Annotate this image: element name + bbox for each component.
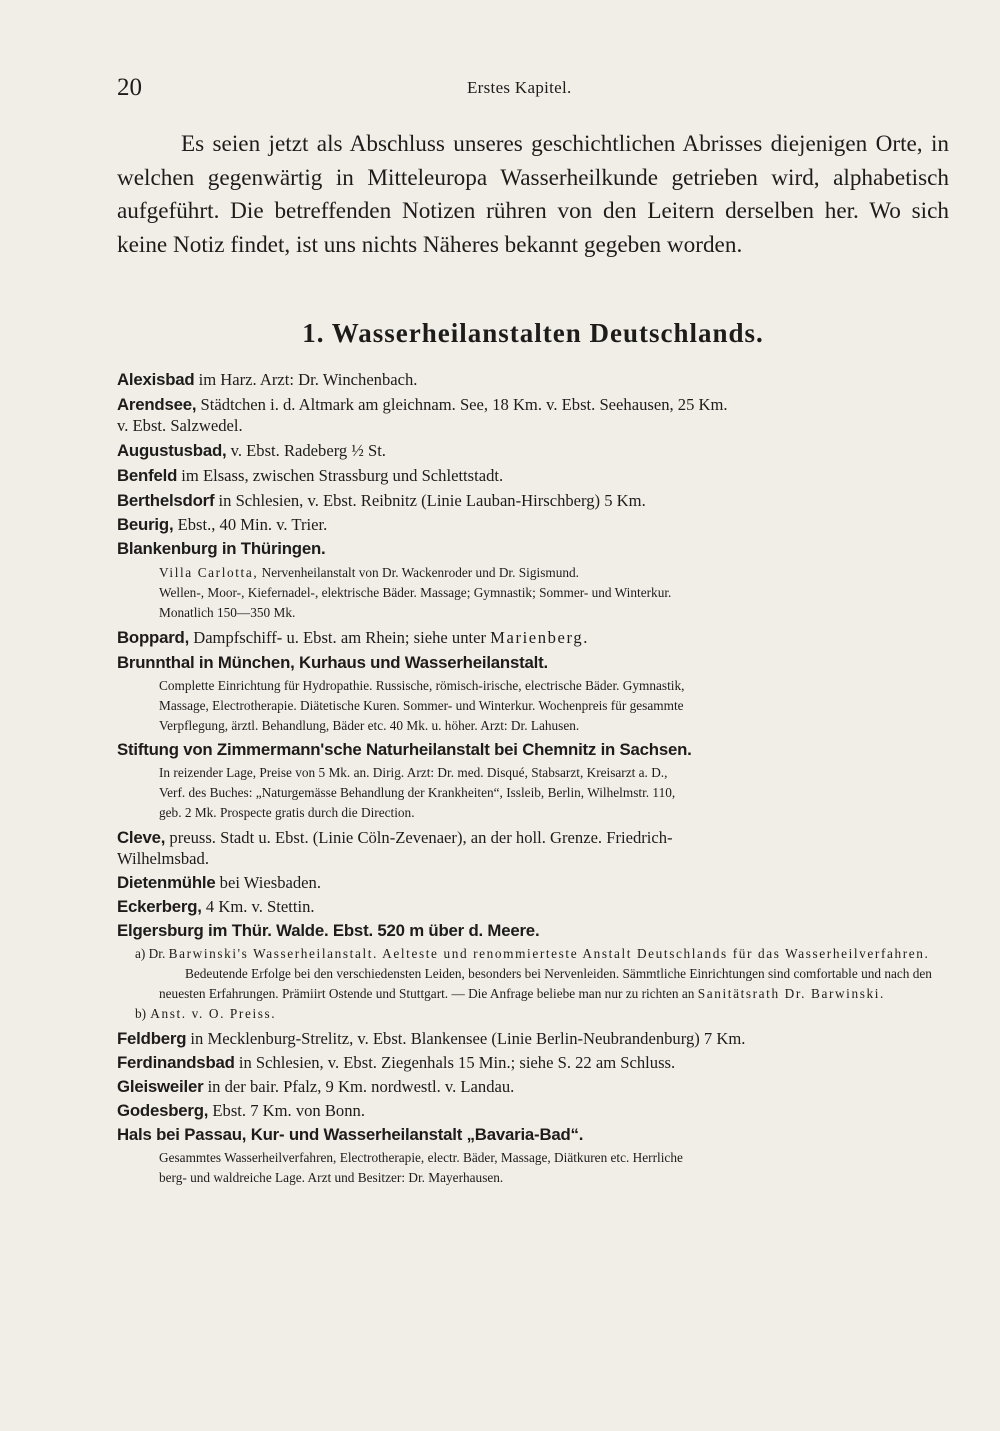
brunnthal-line: Complette Einrichtung für Hydropathie. Russische, römisch-irische, electrische Bäder. Gymnastik, [159, 678, 685, 693]
item-text: Bedeutende Erfolge bei den verschiedensten Leiden, besonders bei Nervenleiden. Sämmtliche Einrichtungen sind comfortable und nach den neuesten Erfahrungen. Prämiirt Ostende und Stuttgart. — Die Anfrage beliebe man nur zu richten an [159, 966, 932, 1001]
running-title: Erstes Kapitel. [467, 78, 572, 97]
entry-augustusbad [117, 440, 952, 461]
entry-elgersburg [117, 920, 952, 941]
entry-text: v. Ebst. Radeberg ½ St. [226, 441, 386, 460]
entry-text: bei Wiesbaden. [215, 873, 321, 892]
entry-arendsee-continued: v. Ebst. Salzwedel. [117, 416, 243, 435]
entry-ferdinandsbad [117, 1052, 952, 1073]
entry-name: Boppard, [117, 628, 190, 647]
entry-name: Gleisweiler [117, 1077, 204, 1096]
entry-text: 4 Km. v. Stettin. [201, 897, 315, 916]
item-label: a) [135, 946, 146, 961]
entry-boppard [117, 627, 952, 648]
entry-name: Alexisbad [117, 370, 195, 389]
entry-blankenburg [117, 538, 952, 559]
entry-text: in Schlesien, v. Ebst. Reibnitz (Linie Lauban-Hirschberg) 5 Km. [214, 491, 646, 510]
entry-benfeld [117, 465, 952, 486]
entry-brunnthal [117, 652, 952, 673]
entry-name: Hals bei Passau, Kur- und Wasserheilanstalt „Bavaria-Bad“. [117, 1125, 584, 1144]
blankenburg-villa [117, 563, 952, 583]
entry-name: Eckerberg, [117, 897, 202, 916]
entry-alexisbad [117, 369, 952, 390]
entry-cleve [117, 827, 952, 848]
institution-name: Barwinski's Wasserheilanstalt. Aelteste und renommierteste Anstalt Deutschlands für das Wasserheilverfahren. [168, 946, 930, 961]
entry-name: Arendsee, [117, 395, 197, 414]
entry-name: Benfeld [117, 466, 178, 485]
entry-name: Cleve, [117, 828, 166, 847]
entry-text: im Elsass, zwischen Strassburg und Schlettstadt. [177, 466, 504, 485]
entry-text: in Mecklenburg-Strelitz, v. Ebst. Blankensee (Linie Berlin-Neubrandenburg) 7 Km. [186, 1029, 746, 1048]
intro-paragraph [117, 128, 949, 262]
chemnitz-line: In reizender Lage, Preise von 5 Mk. an. Dirig. Arzt: Dr. med. Disqué, Stabsarzt, Kreisarzt a. D., [159, 765, 668, 780]
elgersburg-b [117, 1004, 952, 1024]
entry-name: Augustusbad, [117, 441, 227, 460]
entry-name: Ferdinandsbad [117, 1053, 235, 1072]
hals-line: berg- und waldreiche Lage. Arzt und Besitzer: Dr. Mayerhausen. [159, 1170, 504, 1185]
entry-list [117, 369, 952, 1188]
entry-berthelsdorf [117, 490, 952, 511]
entry-text: in der bair. Pfalz, 9 Km. nordwestl. v. Landau. [203, 1077, 515, 1096]
item-label: b) [135, 1006, 147, 1021]
entry-name: Godesberg, [117, 1101, 209, 1120]
entry-name: Beurig, [117, 515, 174, 534]
entry-text: Ebst., 40 Min. v. Trier. [173, 515, 328, 534]
entry-feldberg [117, 1028, 952, 1049]
entry-text: Städtchen i. d. Altmark am gleichnam. See, 18 Km. v. Ebst. Seehausen, 25 Km. [196, 395, 728, 414]
entry-gleisweiler [117, 1076, 952, 1097]
entry-name: Brunnthal in München, Kurhaus und Wasserheilanstalt. [117, 653, 548, 672]
brunnthal-line: Verpflegung, ärztl. Behandlung, Bäder etc. 40 Mk. u. höher. Arzt: Dr. Lahusen. [159, 718, 580, 733]
page-header [117, 74, 940, 104]
page-number: 20 [117, 74, 142, 101]
blankenburg-line: Monatlich 150—350 Mk. [159, 605, 296, 620]
entry-beurig [117, 514, 952, 535]
entry-arendsee [117, 394, 952, 415]
chemnitz-line: Verf. des Buches: „Naturgemässe Behandlung der Krankheiten“, Issleib, Berlin, Wilhelmstr. 110, [159, 785, 676, 800]
entry-eckerberg [117, 896, 952, 917]
entry-name: Elgersburg im Thür. Walde. Ebst. 520 m über d. Meere. [117, 921, 540, 940]
entry-text: preuss. Stadt u. Ebst. (Linie Cöln-Zevenaer), an der holl. Grenze. Friedrich- [165, 828, 673, 847]
chemnitz-line: geb. 2 Mk. Prospecte gratis durch die Direction. [159, 805, 415, 820]
entry-text: in Schlesien, v. Ebst. Ziegenhals 15 Min.; siehe S. 22 am Schluss. [234, 1053, 676, 1072]
item-end: . [880, 986, 884, 1001]
entry-name: Feldberg [117, 1029, 187, 1048]
blankenburg-line: Wellen-, Moor-, Kiefernadel-, elektrische Bäder. Massage; Gymnastik; Sommer- und Winterkur. [159, 585, 672, 600]
entry-text: Ebst. 7 Km. von Bonn. [208, 1101, 365, 1120]
entry-dietenmuehle [117, 872, 952, 893]
intro-text: Es seien jetzt als Abschluss unseres geschichtlichen Abrisses diejenigen Orte, in welchen gegenwärtig in Mitteleuropa Wasserheilkunde getrieben wird, alphabetisch aufgeführt. Die betreffenden Notizen rühren von den Leitern derselben her. Wo sich keine Notiz findet, ist uns nichts Näheres bekannt gegeben worden. [117, 131, 949, 258]
item-text: Anst. v. O. Preiss. [146, 1006, 277, 1021]
entry-name: Berthelsdorf [117, 491, 215, 510]
elgersburg-a [117, 944, 952, 964]
entry-hals [117, 1124, 952, 1145]
cross-reference: Marienberg [490, 628, 584, 647]
entry-name: Dietenmühle [117, 873, 216, 892]
entry-name: Stiftung von Zimmermann'sche Naturheilanstalt bei Chemnitz in Sachsen. [117, 740, 692, 759]
villa-text: Nervenheilanstalt von Dr. Wackenroder und Dr. Sigismund. [258, 565, 579, 580]
entry-cleve-continued: Wilhelmsbad. [117, 849, 209, 868]
entry-text: Dampfschiff- u. Ebst. am Rhein; siehe unter [189, 628, 491, 647]
section-title: 1. Wasserheilanstalten Deutschlands. [302, 318, 764, 348]
villa-name: Villa Carlotta, [159, 565, 259, 580]
contact-name: Sanitätsrath Dr. Barwinski [697, 986, 881, 1001]
item-prefix: Dr. [145, 946, 169, 961]
entry-godesberg [117, 1100, 952, 1121]
entry-text: im Harz. Arzt: Dr. Winchenbach. [194, 370, 418, 389]
brunnthal-line: Massage, Electrotherapie. Diätetische Kuren. Sommer- und Winterkur. Wochenpreis für gesammte [159, 698, 684, 713]
hals-line: Gesammtes Wasserheilverfahren, Electrotherapie, electr. Bäder, Massage, Diätkuren etc. Herrliche [159, 1150, 683, 1165]
entry-tail: . [583, 628, 588, 647]
entry-name: Blankenburg in Thüringen. [117, 539, 326, 558]
elgersburg-a-text [117, 964, 952, 1004]
entry-chemnitz [117, 739, 952, 760]
